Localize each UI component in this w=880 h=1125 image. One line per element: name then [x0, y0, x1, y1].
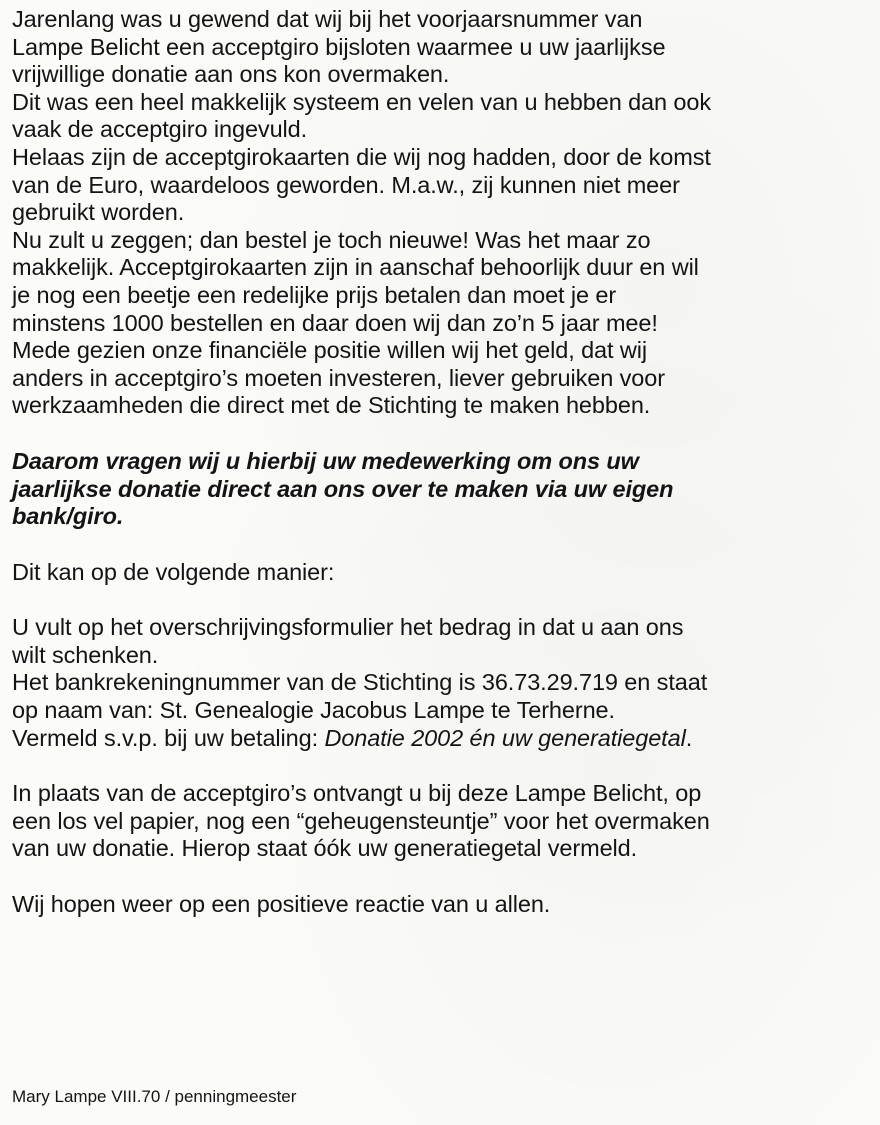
text-line: U vult op het overschrijvingsformulier het bedrag in dat u aan ons: [12, 614, 684, 641]
payment-note-reference: Donatie 2002 én uw generatiegetal: [324, 724, 686, 751]
text-line: makkelijk. Acceptgirokaarten zijn in aanschaf behoorlijk duur en wil: [12, 254, 699, 281]
closing-paragraph: [12, 891, 872, 919]
text-line: Daarom vragen wij u hierbij uw medewerking om ons uw: [12, 447, 639, 474]
text-line: anders in acceptgiro’s moeten investeren, liever gebruiken voor: [12, 364, 665, 391]
text-line: minstens 1000 bestellen en daar doen wij dan zo’n 5 jaar mee!: [12, 309, 658, 336]
paragraph-gap: [12, 420, 872, 448]
payment-note-suffix: .: [685, 724, 693, 751]
method-intro-paragraph: [12, 559, 872, 587]
text-line: je nog een beetje een redelijke prijs betalen dan moet je er: [12, 281, 617, 308]
text-line: Dit was een heel makkelijk systeem en velen van u hebben dan ook: [12, 88, 712, 115]
text-line: [12, 725, 872, 753]
text-line: Helaas zijn de acceptgirokaarten die wij nog hadden, door de komst: [12, 143, 711, 170]
text-line: van de Euro, waardeloos geworden. M.a.w., zij kunnen niet meer: [12, 171, 680, 198]
text-line: Dit kan op de volgende manier:: [12, 558, 335, 585]
request-paragraph: [12, 448, 872, 531]
text-line: van uw donatie. Hierop staat óók uw generatiegetal vermeld.: [12, 835, 638, 862]
text-line: vaak de acceptgiro ingevuld.: [12, 116, 308, 143]
text-line: een los vel papier, nog een “geheugensteuntje” voor het overmaken: [12, 807, 710, 834]
text-line: Het bankrekeningnummer van de Stichting is 36.73.29.719 en staat: [12, 669, 708, 696]
text-line: bank/giro.: [12, 503, 124, 530]
intro-paragraph: [12, 6, 872, 420]
text-line: Lampe Belicht een acceptgiro bijsloten waarmee u uw jaarlijkse: [12, 33, 666, 60]
text-line: wilt schenken.: [12, 641, 159, 668]
paragraph-gap: [12, 863, 872, 891]
paragraph-gap: [12, 752, 872, 780]
text-line: vrijwillige donatie aan ons kon overmaken.: [12, 61, 450, 88]
text-line: Mede gezien onze financiële positie willen wij het geld, dat wij: [12, 337, 647, 364]
instructions-paragraph: [12, 614, 872, 752]
paragraph-gap: [12, 586, 872, 614]
text-line: Jarenlang was u gewend dat wij bij het voorjaarsnummer van: [12, 6, 643, 32]
payment-note-prefix: Vermeld s.v.p. bij uw betaling:: [12, 724, 325, 751]
reminder-paragraph: [12, 780, 872, 863]
text-line: gebruikt worden.: [12, 199, 185, 226]
text-line: Wij hopen weer op een positieve reactie van u allen.: [12, 891, 551, 918]
text-line: jaarlijkse donatie direct aan ons over te maken via uw eigen: [12, 475, 674, 502]
text-line: op naam van: St. Genealogie Jacobus Lampe te Terherne.: [12, 697, 615, 724]
letter-body: [12, 6, 872, 919]
paragraph-gap: [12, 531, 872, 559]
text-line: werkzaamheden die direct met de Stichting te maken hebben.: [12, 392, 651, 419]
text-line: In plaats van de acceptgiro’s ontvangt u bij deze Lampe Belicht, op: [12, 780, 702, 807]
signature-line: Mary Lampe VIII.70 / penningmeester: [12, 1087, 297, 1106]
text-line: Nu zult u zeggen; dan bestel je toch nieuwe! Was het maar zo: [12, 226, 651, 253]
